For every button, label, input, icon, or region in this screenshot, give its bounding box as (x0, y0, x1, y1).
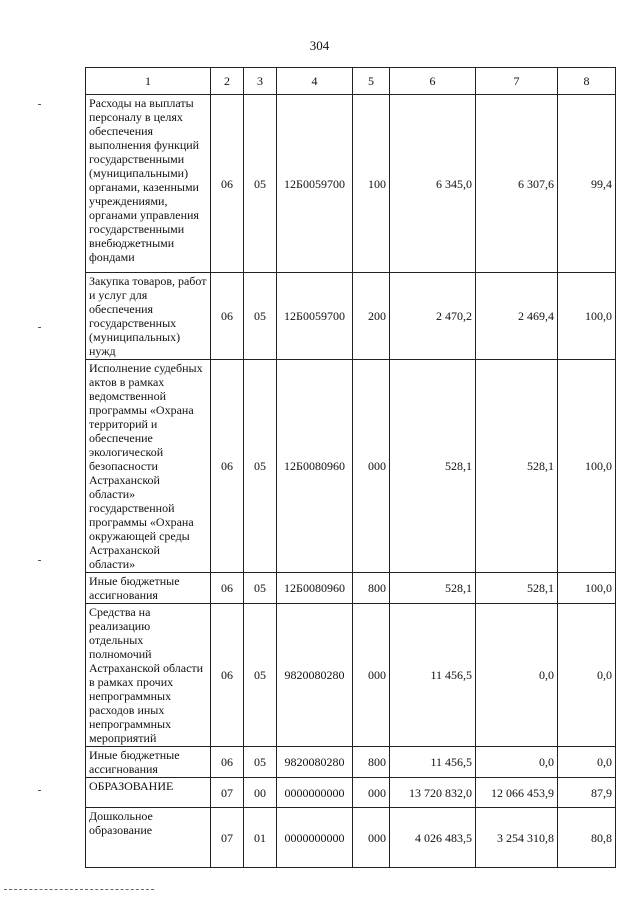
subsection-code: 05 (244, 573, 277, 604)
column-header: 3 (244, 68, 277, 95)
planned-amount: 6 345,0 (390, 95, 476, 273)
row-name: Закупка товаров, работ и услуг для обеспечения государственных (муниципальных) нужд (86, 273, 211, 360)
section-code: 06 (211, 360, 244, 573)
actual-amount: 528,1 (476, 573, 558, 604)
expense-type: 200 (353, 273, 390, 360)
target-code: 12Б0080960 (277, 573, 353, 604)
row-name: Средства на реализацию отдельных полномочий Астраханской области в рамках прочих непрограммных расходов иных непрограммных мероприятий (86, 604, 211, 747)
planned-amount: 13 720 832,0 (390, 778, 476, 808)
target-code: 12Б0080960 (277, 360, 353, 573)
expense-type: 000 (353, 360, 390, 573)
actual-amount: 528,1 (476, 360, 558, 573)
column-header: 5 (353, 68, 390, 95)
actual-amount: 0,0 (476, 747, 558, 778)
planned-amount: 528,1 (390, 360, 476, 573)
column-header: 1 (86, 68, 211, 95)
section-code: 06 (211, 573, 244, 604)
table-row (86, 360, 616, 573)
expense-type: 000 (353, 808, 390, 868)
table-row (86, 604, 616, 747)
budget-table (85, 67, 616, 868)
scan-mark (38, 560, 41, 561)
section-code: 06 (211, 747, 244, 778)
percent-executed: 87,9 (558, 778, 616, 808)
section-code: 07 (211, 778, 244, 808)
target-code: 12Б0059700 (277, 95, 353, 273)
percent-executed: 80,8 (558, 808, 616, 868)
table-row (86, 808, 616, 868)
subsection-code: 05 (244, 604, 277, 747)
column-header: 8 (558, 68, 616, 95)
subsection-code: 05 (244, 95, 277, 273)
subsection-code: 05 (244, 747, 277, 778)
scan-mark (38, 790, 41, 791)
planned-amount: 4 026 483,5 (390, 808, 476, 868)
subsection-code: 01 (244, 808, 277, 868)
planned-amount: 528,1 (390, 573, 476, 604)
actual-amount: 3 254 310,8 (476, 808, 558, 868)
target-code: 0000000000 (277, 808, 353, 868)
row-name: Дошкольное образование (86, 808, 211, 868)
subsection-code: 05 (244, 360, 277, 573)
row-name: Иные бюджетные ассигнования (86, 747, 211, 778)
column-header: 6 (390, 68, 476, 95)
target-code: 9820080280 (277, 604, 353, 747)
actual-amount: 2 469,4 (476, 273, 558, 360)
scan-bottom-line (4, 889, 154, 891)
scan-mark (38, 327, 41, 328)
percent-executed: 0,0 (558, 604, 616, 747)
column-header: 2 (211, 68, 244, 95)
actual-amount: 0,0 (476, 604, 558, 747)
expense-type: 100 (353, 95, 390, 273)
column-header: 7 (476, 68, 558, 95)
section-code: 06 (211, 273, 244, 360)
row-name: Иные бюджетные ассигнования (86, 573, 211, 604)
percent-executed: 0,0 (558, 747, 616, 778)
expense-type: 000 (353, 604, 390, 747)
table-row (86, 747, 616, 778)
actual-amount: 12 066 453,9 (476, 778, 558, 808)
section-code: 07 (211, 808, 244, 868)
planned-amount: 11 456,5 (390, 747, 476, 778)
percent-executed: 100,0 (558, 360, 616, 573)
expense-type: 800 (353, 747, 390, 778)
row-name: Исполнение судебных актов в рамках ведомственной программы «Охрана территорий и обеспечение экологической безопасности Астраханской области» государственной программы «Охрана окружающей среды Астраханской области» (86, 360, 211, 573)
target-code: 12Б0059700 (277, 273, 353, 360)
table-row (86, 273, 616, 360)
expense-type: 000 (353, 778, 390, 808)
table-row (86, 95, 616, 273)
section-code: 06 (211, 604, 244, 747)
percent-executed: 99,4 (558, 95, 616, 273)
column-header: 4 (277, 68, 353, 95)
percent-executed: 100,0 (558, 273, 616, 360)
expense-type: 800 (353, 573, 390, 604)
planned-amount: 11 456,5 (390, 604, 476, 747)
page-number: 304 (309, 38, 330, 53)
table-row (86, 573, 616, 604)
subsection-code: 00 (244, 778, 277, 808)
actual-amount: 6 307,6 (476, 95, 558, 273)
row-name: ОБРАЗОВАНИЕ (86, 778, 211, 808)
target-code: 0000000000 (277, 778, 353, 808)
header-row (86, 68, 616, 95)
table-row (86, 778, 616, 808)
subsection-code: 05 (244, 273, 277, 360)
row-name: Расходы на выплаты персоналу в целях обеспечения выполнения функций государственными (муниципальными) органами, казенными учреждениями, органами управления государственными внебюджетными фондами (86, 95, 211, 273)
planned-amount: 2 470,2 (390, 273, 476, 360)
section-code: 06 (211, 95, 244, 273)
scan-mark (38, 104, 41, 105)
percent-executed: 100,0 (558, 573, 616, 604)
target-code: 9820080280 (277, 747, 353, 778)
